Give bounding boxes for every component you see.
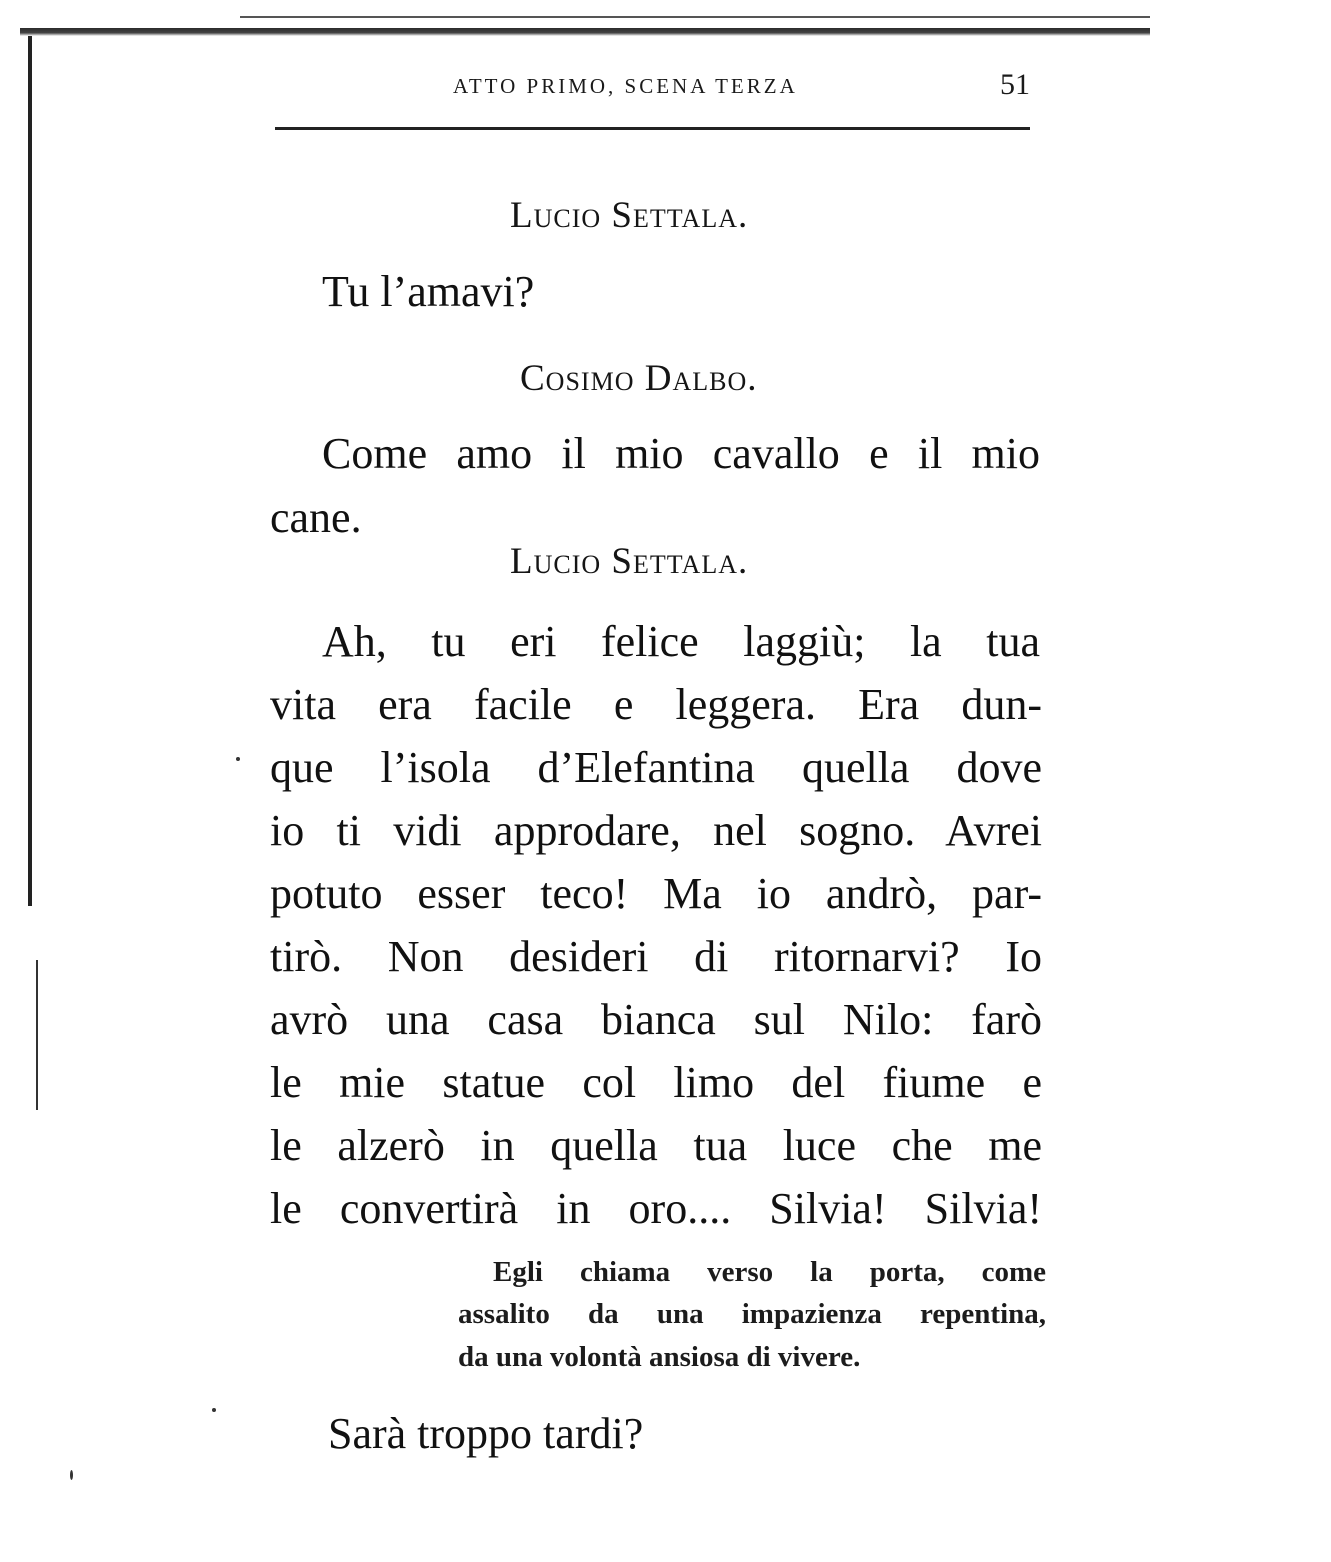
scan-speck [236,757,240,761]
speech-line: Sarà troppo tardi? [328,1409,644,1458]
stage-direction-line: Egli chiama verso la porta, come [493,1256,1046,1288]
scan-speck [70,1470,73,1480]
speech-line: le convertirà in oro.... Silvia! Silvia! [270,1184,1042,1233]
speech-line: Ah, tu eri felice laggiù; la tua [322,617,1040,666]
speech-line: que l’isola d’Elefantina quella dove [270,743,1042,792]
speaker-name: Lucio Settala. [510,541,749,582]
speech-line: cane. [270,493,362,542]
speaker-name: Cosimo Dalbo. [520,358,758,399]
speech-line: io ti vidi approdare, nel sogno. Avrei [270,806,1042,855]
speech-line: tirò. Non desideri di ritornarvi? Io [270,932,1042,981]
running-title: ATTO PRIMO, SCENA TERZA [453,74,798,98]
speech-line: avrò una casa bianca sul Nilo: farò [270,995,1042,1044]
speech-line: Tu l’amavi? [322,267,535,316]
page-number: 51 [1000,68,1030,101]
page-left-edge-lower [36,960,38,1110]
page-top-edge-thin [240,16,1150,18]
page-left-edge [28,36,32,906]
stage-direction-line: da una volontà ansiosa di vivere. [458,1341,861,1373]
running-head [275,70,1030,110]
header-rule [275,127,1030,130]
page-top-edge [20,28,1150,36]
speech-line: le alzerò in quella tua luce che me [270,1121,1042,1170]
scan-speck [212,1408,216,1412]
stage-direction-line: assalito da una impazienza repentina, [458,1298,1046,1330]
speech-line: le mie statue col limo del fiume e [270,1058,1042,1107]
speech-line: potuto esser teco! Ma io andrò, par- [270,869,1042,918]
speech-line: vita era facile e leggera. Era dun- [270,680,1042,729]
speech-line: Come amo il mio cavallo e il mio [322,429,1040,478]
speaker-name: Lucio Settala. [510,195,749,236]
